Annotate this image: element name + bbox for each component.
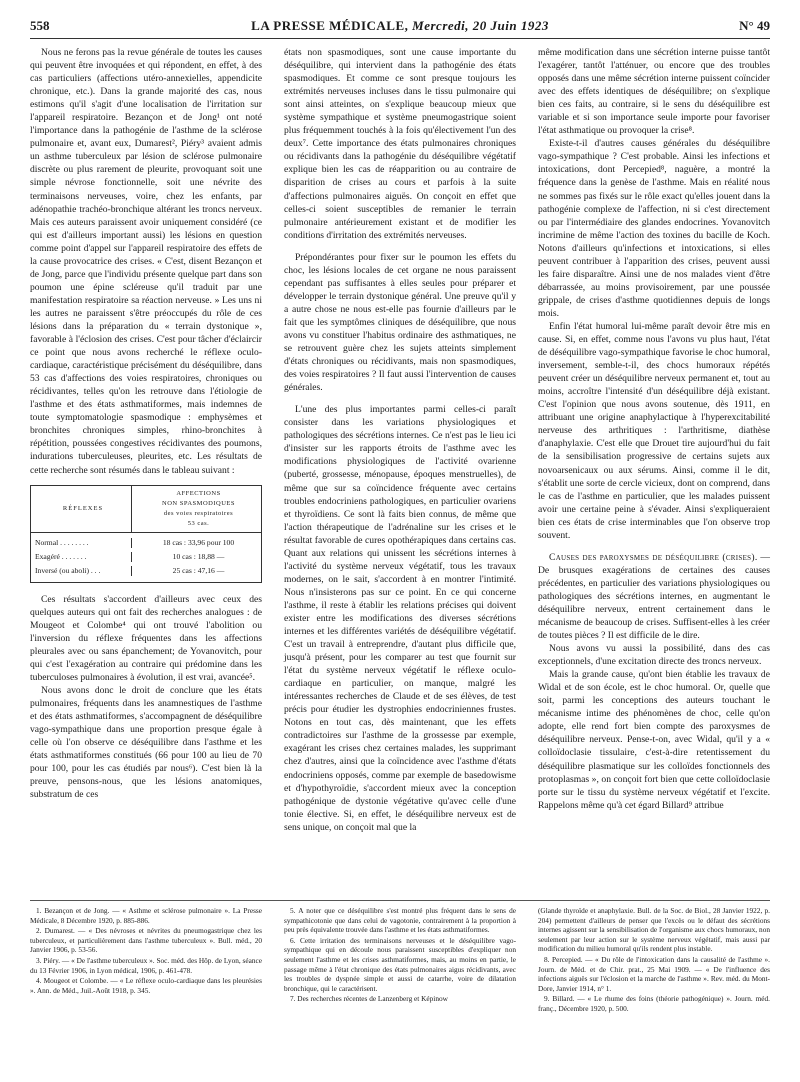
table-cell-value: 10 cas : 18,88 —	[172, 551, 225, 561]
table-header-left: RÉFLEXES	[31, 486, 132, 532]
footnotes-left	[30, 906, 262, 996]
footnote: 1. Bezançon et de Jong. — « Asthme et sclérose pulmonaire ». La Presse Médicale, 8 Décembre 1920, p. 885-886.	[30, 906, 262, 925]
results-table	[30, 485, 262, 583]
page-number: 558	[30, 18, 50, 33]
footnote: 6. Cette irritation des terminaisons nerveuses et le déséquilibre vago-sympathique qui en découle nous paraissent susceptibles d'expliquer non seulement l'asthme et les crises asthmatiformes, mais, au moins en partie, le passage même à l'état chronique des états pulmonaires aigus récidivants, avec les troubles de dyspnée simple et aussi de catarrhe, voire de dilatation bronchique, qui le caractérisent.	[284, 935, 516, 993]
table-header-line: 53 cas.	[187, 519, 210, 527]
footnote-divider	[30, 900, 770, 901]
paragraph: Nous avons donc le droit de conclure que les états pulmonaires, fréquents dans les anamnestiques de l'asthme et des états asthmatiformes, s'accompagnent de déséquilibre vago-sympathique dans une proportion presque égale à celle où l'on observe ce déséquilibre dans l'asthme et les états asthmatiformes constitués (66 pour 100 au lieu de 70 pour 100, pour les cas étudiés par nous⁶). C'est bien là la preuve, pensons-nous, que les lésions anatomiques, substratum de ces	[30, 684, 262, 801]
table-cell-label: Inversé (ou aboli) . . .	[31, 566, 132, 576]
footnote: 3. Piéry. — « De l'asthme tuberculeux ». Soc. méd. des Hôp. de Lyon, séance du 13 Février 1906, in Lyon médical, 1906, p. 461-478.	[30, 955, 262, 975]
table-cell-value: 18 cas : 33,96 pour 100	[162, 537, 235, 547]
table-row	[31, 536, 261, 550]
table-cell-label: Normal . . . . . . . .	[31, 538, 132, 548]
issue-date: Mercredi, 20 Juin 1923	[412, 18, 549, 33]
table-cell-label: Exagéré . . . . . . .	[31, 552, 132, 562]
paragraph: L'une des plus importantes parmi celles-ci paraît consister dans les variations physiologiques et pathologiques des sécrétions internes. Ce n'est pas le lieu ici d'insister sur les rapports étroits de l'asthme avec les modifications physiologiques de l'activité ovarienne (puberté, grossesse, ménopause, époques menstruelles), de même que sur sa coïncidence fréquente avec certains troubles endocriniens pathologiques, en particulier ovariens et thyroïdiens. Ce sont là faits bien connus, de même que l'action thérapeutique de l'adrénaline sur les crises et le résultat favorable de cures opothérapiques dans certains cas. Quant aux relations qui unissent les sécrétions internes à l'activité du système nerveux végétatif, tous les travaux modernes, on le sait, s'accordent à en montrer l'intimité. Nous n'insisterons pas sur ce point. En ce qui concerne l'asthme, il reste à établir les relations précises qui doivent exister entre les modifications des diverses sécrétions internes et les différentes variétés de déséquilibre végétatif. C'est un travail à entreprendre, d'autant plus difficile que, jusqu'à présent, pour les comparer au test que fournit sur l'état du système nerveux végétatif le réflexe oculo-cardiaque en particulier, on manque, malgré les intéressantes recherches de Claude et de ses élèves, de test précis pour étudier les dystrophies endocriniennes frustes. Notons en tout cas, dès maintenant, que les effets contradictoires sur l'asthme de la grossesse par exemple, exagérant les crises chez certaines malades, les supprimant chez d'autres, ainsi que la coïncidence avec l'asthme d'états endocriniens opposés, comme par exemple de basedowisme et d'hypothyroïdie, s'accordent mieux avec la conception pathogénique de dystonie végétative qu'avec celle d'une tonie élective. Si, en effet, le déséquilibre nerveux est de sens unique, on conçoit mal que la	[284, 404, 516, 833]
paragraph: Ces résultats s'accordent d'ailleurs avec ceux des quelques auteurs qui ont fait des recherches analogues : de Mougeot et Colombe⁴ qui ont trouvé l'abolition ou l'inversion du réflexe fréquentes dans les affections pleurales avec ou sans épanchement; de Yovanovitch, pour qui c'est l'exagération au contraire qui prédomine dans les tuberculoses pulmonaires à évolution, il est vrai, avancée⁵.	[30, 593, 262, 683]
section-heading: Causes des paroxysmes de déséquilibre (crises).	[549, 551, 758, 563]
column-right	[538, 46, 770, 812]
running-header	[30, 16, 770, 39]
table-header	[31, 486, 261, 533]
issue-number: N° 49	[739, 18, 770, 33]
paragraph: Nous avons vu aussi la possibilité, dans des cas exceptionnels, d'une excitation directe des troncs nerveux.	[538, 643, 770, 668]
footnote: 7. Des recherches récentes de Lanzenberg et Képinow	[290, 994, 448, 1004]
table-header-line: NON SPASMODIQUES	[162, 499, 235, 507]
table-header-line: des voies respiratoires	[163, 509, 234, 517]
table-header-right	[132, 486, 261, 532]
footnote: 2. Dumarest. — « Des névroses et névrites du pneumogastrique chez les tuberculeux, et particulièrement dans l'asthme tuberculeux ». Bull. méd., 20 Janvier 1906, p. 53-56.	[30, 926, 262, 955]
journal-name: LA PRESSE MÉDICALE,	[251, 18, 409, 33]
footnotes-middle	[284, 906, 516, 1005]
journal-title	[30, 18, 770, 34]
paragraph: même modification dans une sécrétion interne puisse tantôt l'exagérer, tantôt l'atténuer, ou encore que des troubles opposés dans une même sécrétion interne puissent coïncider avec des effets identiques de déséquilibre; on s'explique bien ces faits, au contraire, si le sens du déséquilibre est variable et si son importance seule importe pour favoriser l'état asthmatique ou provoquer la crise⁸.	[538, 47, 770, 137]
table-header-line: AFFECTIONS	[176, 489, 221, 497]
footnote: 8. Percepied. — « Du rôle de l'intoxication dans la causalité de l'asthme ». Journ. de Méd. et de Chir. prat., 25 Mai 1909. — « De l'influence des infections aiguës sur l'éclosion et la marche de l'asthme ». Rev. méd. du Mont-Dore, Janvier 1914, n° 1.	[538, 954, 770, 993]
table-cell-value: 25 cas : 47,16 —	[172, 565, 225, 575]
footnote: 5. A noter que ce déséquilibre s'est montré plus fréquent dans le sens de sympathicotonie que dans celui de vagotonie, contrairement à la proportion à peu près équivalente trouvée dans l'asthme et les états asthmatiformes.	[284, 906, 516, 935]
table-row	[31, 564, 261, 578]
table-body	[31, 533, 261, 582]
table-row	[31, 550, 261, 564]
footnote: 9. Billard. — « Le rhume des foins (théorie pathogénique) ». Journ. méd. franç., Décembre 1920, p. 500.	[538, 994, 770, 1013]
paragraph: états non spasmodiques, sont une cause importante du déséquilibre, qui intervient dans la pathogénie des états spasmodiques. Et comme ce sont presque toujours les extrémités nerveuses incluses dans le tissu pulmonaire qui sont ainsi atteintes, on s'explique beaucoup mieux que système sympathique et système pneumogastrique soient plus fréquemment touchés à la fois qu'électivement l'un des deux⁷. Cette importance des états pulmonaires chroniques ou récidivants dans la pathogénie du déséquilibre végétatif explique bien les cas de réapparition ou au contraire de disparition de crises au cours et parfois à la suite d'affections pulmonaires aiguës. On conçoit en effet que celles-ci soient susceptibles de remanier le terrain pulmonaire antérieurement existant et de modifier les conditions d'irritation des extrémités nerveuses.	[284, 47, 516, 241]
section-paragraph	[538, 551, 770, 642]
section-text: — De brusques exagérations de certaines des causes précédentes, en particulier des variations physiologiques ou pathologiques des sécrétions internes, en augmentant le déséquilibre nerveux, entrent certainement dans le mécanisme de beaucoup de crises. Suffisent-elles à les créer de toutes pièces ? Il est difficile de le dire.	[538, 551, 770, 642]
column-middle	[284, 46, 516, 834]
paragraph: Enfin l'état humoral lui-même paraît devoir être mis en cause. Si, en effet, comme nous l'avons vu plus haut, l'état de déséquilibre vago-sympathique favorise le choc humoral, inversement, semble-t-il, des chocs humoraux répétés peuvent créer un déséquilibre nerveux permanent et, tout au moins, accroître l'intensité d'un déséquilibre déjà existant. C'est l'opinion que nous avons soutenue, dès 1911, en attribuant une origine anaphylactique à l'hyperexcitabilité nerveuse des arthritiques : l'arthritisme, diathèse d'anaphylaxie. C'est elle que Drouet tire aujourd'hui du fait de la sensibilisation progressive de certains sujets aux novoarsenicaux ou aux sérums. Ainsi, comme il le dit, s'établit une sorte de cercle vicieux, dont on comprend, dans le cas de l'asthme en particulier, que les malades puissent avoir une certaine peine à s'évader. Ainsi s'expliqueraient bien ces états de crise interminables que l'on observe trop souvent.	[538, 320, 770, 541]
footnotes-right	[538, 906, 770, 1015]
paragraph: Nous ne ferons pas la revue générale de toutes les causes qui peuvent être invoquées et qui répondent, en effet, à des cas particuliers (affections utéro-annexielles, appendicite chronique, etc.). Dans la grande majorité des cas, nous estimons qu'il s'agit d'une localisation de l'irritation sur l'appareil respiratoire. Bezançon et de Jong¹ ont noté l'importance dans la pathogénie de l'asthme de la sclérose pulmonaire et, avant eux, Dumarest², Piéry³ avaient admis un asthme tuberculeux par lésion de sclérose pulmonaire discrète ou plus rarement de pleurite, provoquant soit une simple névrose fonctionnelle, soit une névrite des terminaisons nerveuses, voire, chez les enfants, par adénopathie trachéo-bronchique altérant les troncs nerveux. Mais ces auteurs paraissent avoir uniquement considéré (ce qui est d'ailleurs important aussi) les lésions en question comme point d'appel sur l'appareil respiratoire des effets de la cause provocatrice des crises. « C'est, disent Bezançon et de Jong, parce que l'individu présente quelque part dans son poumon une épine scléreuse qu'il traduit par une manifestation respiratoire sa réaction nerveuse. » Les uns ni les autres ne paraissent s'être préoccupés du rôle de ces lésions dans la préparation du « terrain dystonique », favorable à l'éclosion des crises. C'est pour tâcher d'éclaircir ce point que nous avons recherché le réflexe oculo-cardiaque, caractéristique précisément du déséquilibre, dans 53 cas d'affections des voies respiratoires, chroniques ou récidivantes, telles qu'on les retrouve dans l'étiologie de l'asthme et des états asthmatiformes, mais indemnes de toute symptomatologie spasmodique : emphysèmes et bronchites chroniques simples, rhino-bronchites à répétition, poussées congestives récidivantes des poumons, indurations tuberculeuses, pleurites, etc. Les résultats de cette recherche sont résumés dans le tableau suivant :	[30, 47, 262, 476]
paragraph: Prépondérantes pour fixer sur le poumon les effets du choc, les lésions locales de cet organe ne nous paraissent cependant pas suffisantes à elles seules pour préparer et développer le terrain dystonique général. Une preuve qu'il y a autre chose ne nous est-elle pas fournie d'ailleurs par le fait que les symptômes cliniques de déséquilibre, que nous avons vu constituer l'habitus ordinaire des asthmatiques, ne se retrouvent guère chez les sujets atteints simplement d'états chroniques ou récidivants, mais non spasmodiques, des voies respiratoires ? Il faut aussi l'intervention de causes générales.	[284, 251, 516, 394]
paragraph: Mais la grande cause, qu'ont bien établie les travaux de Widal et de son école, est le choc humoral. Or, quelle que soit, parmi les conceptions des auteurs touchant le mécanisme intime des phénomènes de choc, celle qu'on adopte, elle rend fort bien compte des paroxysmes de déséquilibre nerveux. Pense-t-on, avec Widal, qu'il y a « colloïdoclasie tissulaire, c'est-à-dire retentissement du déséquilibre plasmatique sur les colloïdes fonctionnels des protoplasmas », on conçoit fort bien que cette colloïdoclasie porte sur le tissu du système nerveux végétatif et l'excite. Rappelons même qu'à cet égard Billard⁹ attribue	[538, 669, 770, 811]
footnote: 4. Mougeot et Colombe. — « Le réflexe oculo-cardiaque dans les pleurésies ». Ann. de Méd., Juil.-Août 1918, p. 345.	[30, 976, 262, 995]
paragraph: Existe-t-il d'autres causes générales du déséquilibre vago-sympathique ? C'est probable. Ainsi les infections et intoxications, dont Percepied⁸, naguère, a montré la fréquence dans la genèse de l'asthme. Mais en réalité nous ne sommes pas fixés sur le rôle exact qu'elles jouent dans la pathogénie complexe de l'affection, ni si c'est directement ou par l'intermédiaire des glandes endocrines. Yovanovitch incrimine de même l'action des toxines du bacille de Koch. Notons d'ailleurs qu'infections et intoxications, si elles peuvent contribuer à l'apparition des crises, peuvent aussi les faire disparaître. Ainsi une de nos malades vient d'être débarrassée, au moins provisoirement, par une poussée grippale, de crises d'asthme quotidiennes depuis de longs mois.	[538, 138, 770, 319]
footnote: (Glande thyroïde et anaphylaxie. Bull. de la Soc. de Biol., 28 Janvier 1922, p. 204) permettent d'ailleurs de penser que l'excès ou le défaut des sécrétions internes agissent sur la sensibilisation de l'organisme aux chocs humoraux, non seulement par leur action sur le système nerveux végétatif, mais aussi par modification du milieu humoral qu'ils rendent plus instable.	[538, 906, 770, 954]
column-left	[30, 46, 262, 801]
